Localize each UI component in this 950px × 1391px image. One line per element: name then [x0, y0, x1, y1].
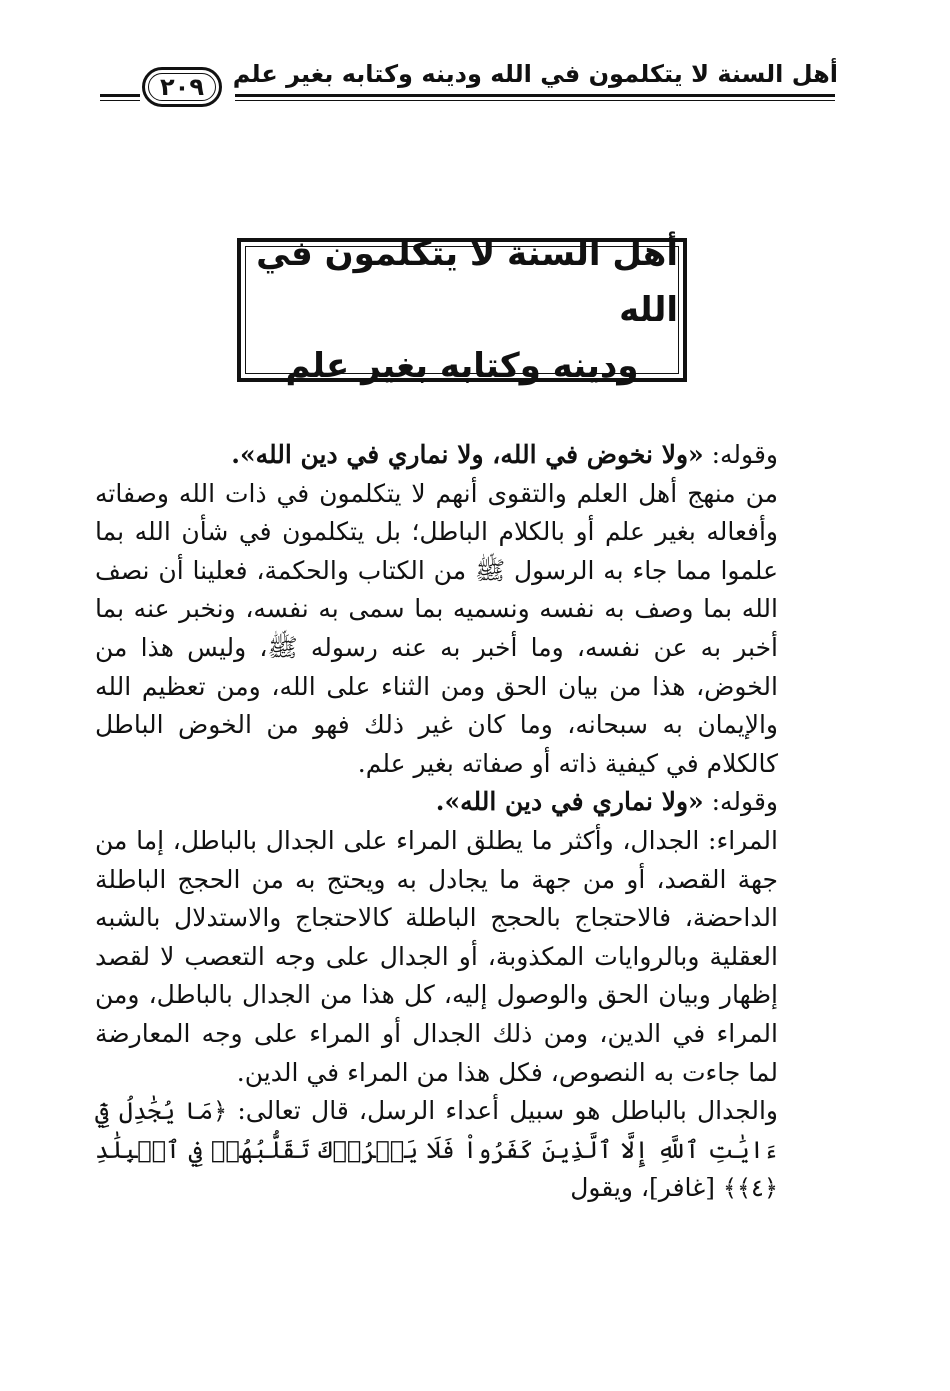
chapter-title-line-2: ودينه وكتابه بغير علم [285, 346, 639, 386]
paragraph-5 [95, 1092, 840, 1208]
paragraph-5-tail: [غافر]، ويقول [570, 1173, 723, 1203]
body-text [95, 436, 840, 1208]
paragraph-1-quote: «ولا نخوض في الله، ولا نماري في دين الله». [231, 440, 704, 469]
header-rule-left [100, 94, 140, 101]
paragraph-2: من منهج أهل العلم والتقوى أنهم لا يتكلمون في ذات الله وصفاته وأفعاله بغير علم أو بالكلام الباطل؛ بل يتكلمون في شأن الله بما علموا مما جاء به الرسول ﷺ من الكتاب والحكمة، فعلينا أن نصف الله بما وصف به نفسه ونسميه بما سمى به نفسه، ونخبر عنه بما أخبر به عن نفسه، وما أخبر به عنه رسوله ﷺ، وليس هذا من الخوض، هذا من بيان الحق ومن الثناء على الله، ومن تعظيم الله والإيمان به سبحانه، وما كان غير ذلك فهو من الخوض الباطل كالكلام في كيفية ذاته أو صفاته بغير علم. [95, 478, 778, 778]
paragraph-1 [95, 436, 840, 475]
paragraph-3-lead: وقوله: [703, 787, 778, 817]
paragraph-5-lead: والجدال بالباطل هو سبيل أعداء الرسل، قال تعالى: [227, 1096, 778, 1126]
paragraph-4: المراء: الجدال، وأكثر ما يطلق المراء على الجدال بالباطل، إما من جهة القصد، أو من جهة ما يجادل به ويحتج به من الحجج الباطلة الداحضة، فالاحتجاج بالحجج الباطلة كالاحتجاج والاستدلال بالشبه العقلية وبالروايات المكذوبة، أو الجدال على وجه التعصب لا لقصد إظهار وبيان الحق والوصول إليه، كل هذا من الجدال بالباطل، ومن المراء في الدين، ومن ذلك الجدال أو المراء على وجه المعارضة لما جاءت به النصوص، فكل هذا من المراء في الدين. [95, 825, 778, 1087]
paragraph-3 [95, 783, 840, 822]
page-number-badge: ٢٠٩ [142, 67, 222, 107]
header-rule [235, 94, 835, 101]
paragraph-1-lead: وقوله: [703, 440, 778, 469]
chapter-title-box [237, 234, 687, 386]
quran-verse: ﴿مَا يُجَٰدِلُ فِيٓ ءَايَٰتِ ٱللَّهِ إِلَّا ٱلَّذِينَ كَفَرُواْ فَلَا يَغۡرُرۡكَ تَقَلُّبُهُمۡ فِي ٱلۡبِلَٰدِ ﴿٤﴾﴾ [95, 1097, 778, 1203]
chapter-title-line-1: أهل السنة لا يتكلمون في الله [256, 234, 678, 330]
chapter-title-inner [245, 234, 679, 386]
paragraph-3-quote: «ولا نماري في دين الله». [435, 787, 704, 817]
running-header-title: أهل السنة لا يتكلمون في الله ودينه وكتابه بغير علم [232, 60, 838, 88]
